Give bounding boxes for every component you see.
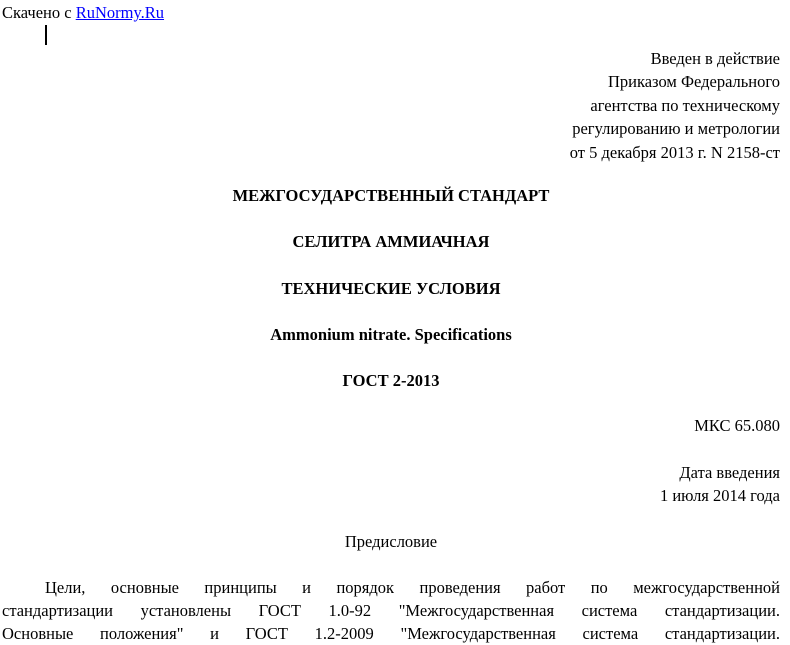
foreword-line: стандартизации установлены ГОСТ 1.0-92 "Межгосударственная система стандартизации. [2,601,780,620]
introduction-date-block [660,461,780,507]
approval-block [570,47,780,164]
foreword-heading: Предисловие [344,532,438,551]
approval-line: Введен в действие [650,49,780,68]
source-prefix: Скачено с [2,3,76,22]
designation-heading: ГОСТ 2-2013 [342,371,440,390]
standard-type-heading: МЕЖГОСУДАРСТВЕННЫЙ СТАНДАРТ [232,186,550,205]
approval-line: от 5 декабря 2013 г. N 2158-ст [569,142,780,162]
introduction-date-value: 1 июля 2014 года [659,486,780,505]
foreword-line: Основные положения" и ГОСТ 1.2-2009 "Межгосударственная система стандартизации. [2,624,780,643]
english-title-heading: Ammonium nitrate. Specifications [270,325,512,344]
approval-line: агентства по техническому [590,95,780,115]
source-line [2,3,164,22]
approval-line: регулированию и метрологии [572,119,780,139]
text-cursor [45,25,47,45]
subtitle-heading: ТЕХНИЧЕСКИЕ УСЛОВИЯ [281,279,501,298]
approval-line: Приказом Федерального [607,72,780,92]
foreword-paragraph [2,576,780,645]
introduction-date-label: Дата введения [679,463,780,482]
foreword-line: Цели, основные принципы и порядок проведения работ по межгосударственной [45,578,780,597]
mks-code: МКС 65.080 [694,416,780,435]
source-link[interactable]: RuNormy.Ru [75,3,165,22]
product-name-heading: СЕЛИТРА АММИАЧНАЯ [292,232,490,251]
